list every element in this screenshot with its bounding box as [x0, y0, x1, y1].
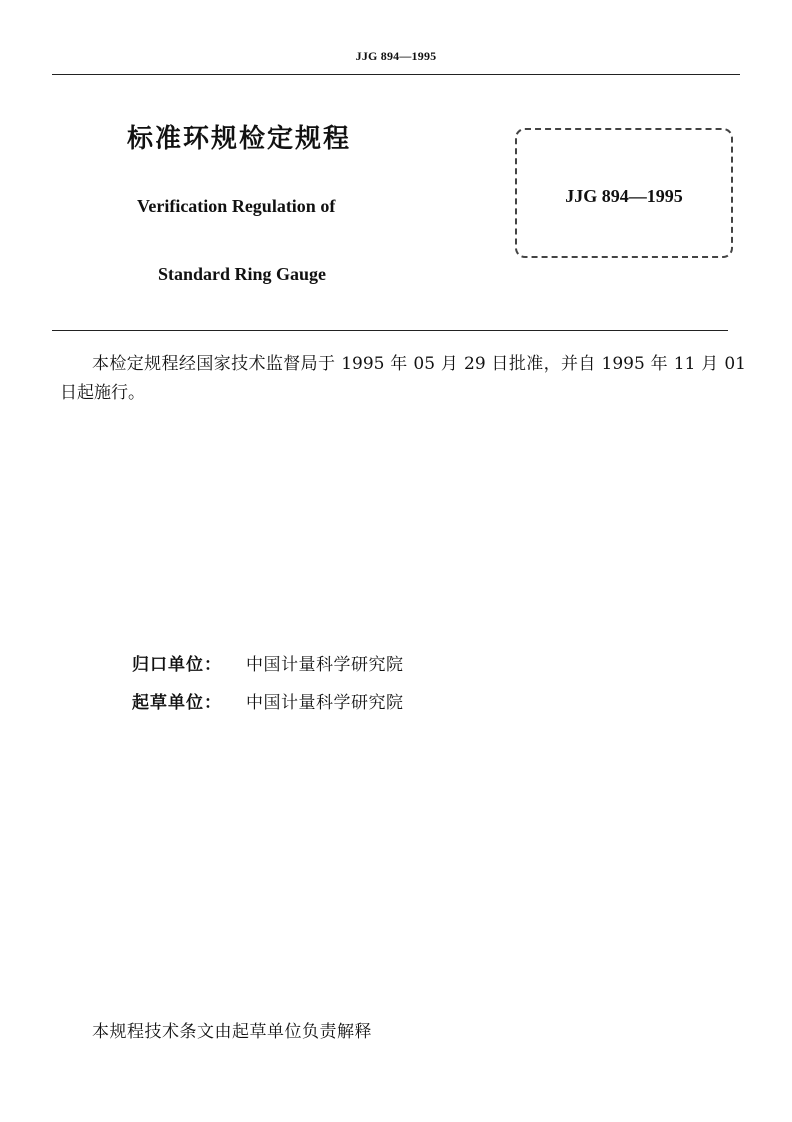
standard-code-boxed: JJG 894—1995: [565, 186, 683, 206]
drafting-unit-row: [132, 688, 404, 713]
responsible-unit-label: 归口单位：: [132, 655, 222, 675]
drafting-unit-value: 中国计量科学研究院: [246, 693, 404, 713]
middle-divider: [52, 330, 728, 331]
approval-statement: 本检定规程经国家技术监督局于 1995 年 05 月 29 日批准，并自 1995 年 11 月 01 日起施行。: [60, 354, 746, 403]
header-standard-code: JJG 894—1995: [355, 49, 437, 63]
drafting-unit-label: 起草单位：: [132, 693, 222, 713]
title-english-line-2: Standard Ring Gauge: [158, 264, 327, 284]
responsible-unit-value: 中国计量科学研究院: [246, 655, 404, 675]
top-divider: [52, 74, 740, 75]
responsible-unit-row: [132, 650, 404, 675]
title-english-line-1: Verification Regulation of: [137, 196, 336, 216]
interpretation-note: 本规程技术条文由起草单位负责解释: [92, 1022, 372, 1042]
title-chinese: 标准环规检定规程: [127, 124, 352, 154]
